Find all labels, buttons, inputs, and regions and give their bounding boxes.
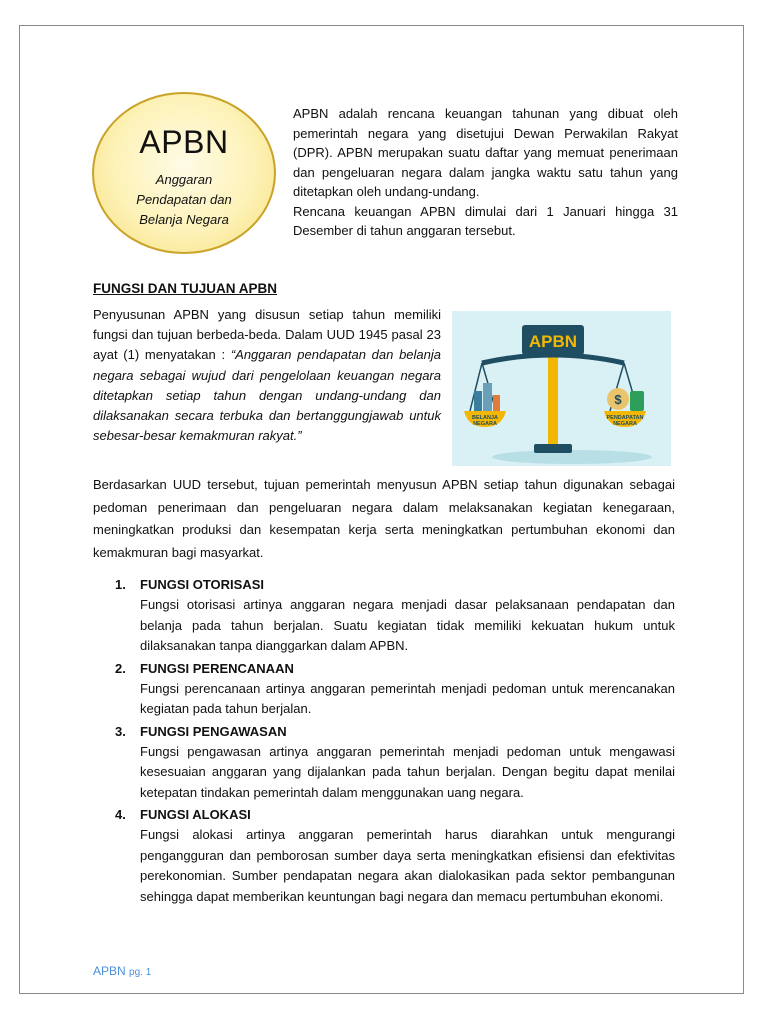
left-pan-label: NEGARA [473, 421, 497, 427]
money-symbol: $ [614, 392, 622, 407]
section-heading: FUNGSI DAN TUJUAN APBN [93, 281, 278, 296]
item-title: FUNGSI ALOKASI [140, 807, 251, 822]
badge-title: APBN [139, 124, 229, 160]
building-shape [474, 391, 482, 411]
functions-list [112, 575, 675, 909]
item-title: FUNGSI PENGAWASAN [140, 723, 287, 739]
scale-pole [548, 355, 558, 447]
list-item [112, 659, 675, 720]
list-item [112, 805, 675, 907]
item-number: 3. [115, 723, 126, 739]
footer-title: APBN [93, 964, 126, 978]
left-pan-label: BELANJA [472, 415, 498, 421]
item-number: 1. [115, 577, 126, 592]
badge-subtitle [112, 170, 256, 230]
intro-text [293, 104, 678, 241]
item-text: Fungsi otorisasi artinya anggaran negara menjadi dasar pelaksanaan pendapatan dan belanja pada tahun berjalan. Suatu kegiatan tidak memiliki kekuatan hukum untuk dilaksanakan tanpa dianggarkan dalam APBN. [140, 597, 675, 653]
item-title: FUNGSI OTORISASI [140, 577, 264, 592]
item-text: Fungsi perencanaan artinya anggaran pemerintah menjadi pedoman untuk merencanakan kegiatan pada tahun berjalan. [140, 680, 675, 716]
money-bills-shape [630, 391, 644, 411]
item-number: 4. [115, 807, 126, 822]
balance-scale-icon [452, 311, 671, 466]
shadow-shape [492, 450, 652, 464]
list-item [112, 722, 675, 804]
item-number: 2. [115, 660, 126, 676]
item-text: Fungsi pengawasan artinya anggaran pemerintah menjadi pedoman untuk mengawasi kesesuaian anggaran yang dijalankan pada tahun berjalan. Dengan begitu dapat menilai ketepatan tindakan pemerintah dalam menggunakan uang negara. [140, 743, 675, 800]
intro-paragraph: APBN adalah rencana keuangan tahunan yang dibuat oleh pemerintah negara yang disetujui Dewan Perwakilan Rakyat (DPR). APBN merupakan suatu daftar yang memuat penerimaan dan pengeluaran negara dalam jangka waktu satu tahun yang ditetapkan oleh undang-undang. [293, 106, 678, 199]
balance-scale-illustration [452, 311, 671, 466]
constitution-quote: “Anggaran pendapatan dan belanja negara sebagai wujud dari pengelolaan keuangan negara ditetapkan setiap tahun dengan undang-undang dan dilaksanakan secara terbuka dan bertanggungjawab untuk sebesar-besar kemakmuran rakyat.” [93, 347, 442, 444]
scale-base [534, 444, 572, 453]
right-pan-label: NEGARA [613, 421, 637, 427]
apbn-badge [92, 92, 276, 254]
page-footer [93, 964, 151, 978]
building-shape [493, 395, 500, 411]
list-item [112, 575, 675, 657]
page-number: pg. 1 [129, 967, 152, 978]
sign-label: APBN [528, 332, 578, 351]
badge-subtitle-line: Pendapatan dan [136, 192, 232, 207]
right-pan-label: PENDAPATAN [606, 415, 644, 421]
body-paragraph: Berdasarkan UUD tersebut, tujuan pemerintah menyusun APBN setiap tahun digunakan sebagai pedoman penerimaan dan pengeluaran negara dalam melaksanakan kegiatan kenegaraan, meningkatkan produksi dan kesempatan kerja serta meningkatkan pertumbuhan ekonomi dan kemakmuran bagi masyarkat. [93, 477, 675, 560]
item-text: Fungsi alokasi artinya anggaran pemerintah harus diarahkan untuk mengurangi pengangguran dan pemborosan sumber daya serta meningkatkan efisiensi dan efektivitas perekonomian. Sumber pendapatan negara akan dialokasikan pada sektor pembangunan sehingga dapat memberikan keuntungan bagi negara dan memacu pertumbuhan ekonomi. [140, 827, 675, 904]
body-paragraph [93, 305, 441, 446]
intro-paragraph: Rencana keuangan APBN dimulai dari 1 Januari hingga 31 Desember di tahun anggaran tersebut. [293, 203, 678, 238]
badge-subtitle-line: Belanja Negara [139, 212, 229, 227]
item-title: FUNGSI PERENCANAAN [140, 660, 294, 676]
paragraph-text: Penyusunan APBN yang disusun setiap tahun memiliki fungsi dan tujuan berbeda-beda. Dalam UUD 1945 pasal 23 ayat (1) menyatakan : [93, 307, 441, 363]
building-shape [483, 383, 492, 411]
badge-subtitle-line: Anggaran [155, 172, 213, 187]
